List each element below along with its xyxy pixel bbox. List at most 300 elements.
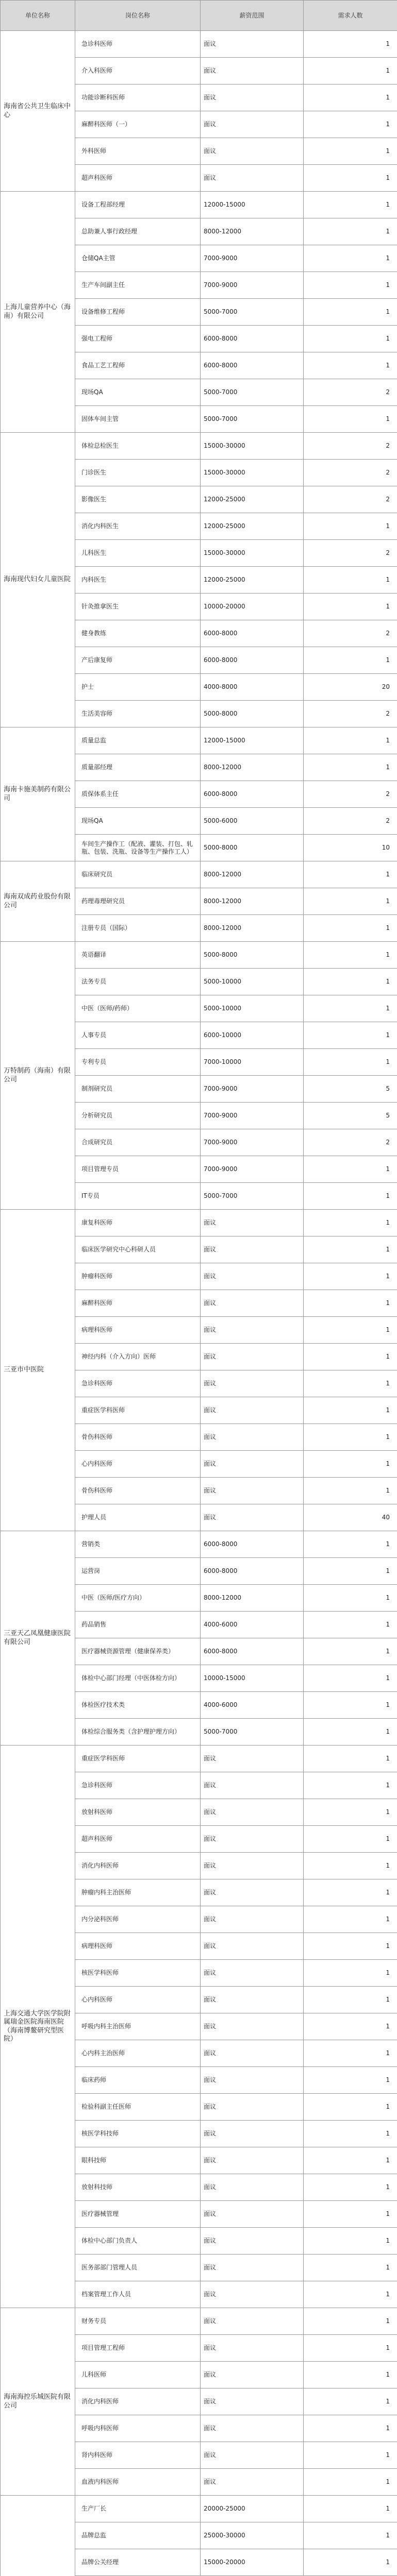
position-cell: 体检综合服务类（含护理护理方向） [75,1719,201,1745]
position-cell: 生活美容师 [75,701,201,727]
position-cell: 重症医学科医师 [75,1745,201,1772]
position-cell: 品牌公关经理 [75,2549,201,2576]
salary-cell: 10000-20000 [201,594,304,620]
position-cell: 儿科医生 [75,540,201,567]
position-cell: 临床医学研究中心科研人员 [75,1236,201,1263]
position-cell: 项目管理工程师 [75,2335,201,2362]
table-row [1,31,397,58]
count-cell: 1 [304,352,397,379]
salary-cell: 面议 [201,2335,304,2362]
position-cell: 体检中心部门经理（中医体检方向） [75,1665,201,1692]
count-cell: 1 [304,2549,397,2576]
position-cell: 医疗器械管理 [75,2201,201,2228]
count-cell: 1 [304,969,397,995]
position-cell: 临床药师 [75,2067,201,2094]
count-cell: 1 [304,2147,397,2174]
position-cell: 心内科医师 [75,1451,201,1478]
count-cell: 1 [304,326,397,352]
position-cell: 分析研究员 [75,1103,201,1129]
count-cell: 1 [304,1397,397,1424]
position-cell: 肿瘤内科主治医师 [75,1879,201,1906]
salary-cell: 面议 [201,2040,304,2067]
salary-cell: 6000-8000 [201,1558,304,1585]
salary-cell: 15000-30000 [201,433,304,460]
count-cell: 1 [304,1906,397,1933]
salary-cell: 6000-8000 [201,647,304,674]
position-cell: 制剂研究员 [75,1076,201,1103]
salary-cell: 面议 [201,1236,304,1263]
salary-cell: 10000-15000 [201,1665,304,1692]
position-cell: 肾内科医师 [75,2442,201,2469]
salary-cell: 面议 [201,1853,304,1879]
salary-cell: 面议 [201,2255,304,2281]
position-cell: 呼吸内科主治医师 [75,2013,201,2040]
unit-name-cell: 上海交通大学医学院附属瑞金医院海南医院（海南博鳌研究型医院） [1,1745,75,2308]
count-cell: 1 [304,2442,397,2469]
salary-cell: 面议 [201,1397,304,1424]
salary-cell: 4000-6000 [201,1692,304,1719]
salary-cell: 5000-7000 [201,299,304,326]
count-cell: 1 [304,1638,397,1665]
position-cell: 设备维修工程师 [75,299,201,326]
count-cell: 1 [304,942,397,969]
salary-cell: 面议 [201,2147,304,2174]
position-cell: 中医（医师/医疗方向） [75,1585,201,1612]
header-salary: 薪资范围 [201,1,304,31]
count-cell: 1 [304,2094,397,2121]
salary-cell: 5000-10000 [201,995,304,1022]
position-cell: 车间生产操作工（配液、灌装、打包、轧瓶、包装、洗瓶、设备等生产操作工人） [75,835,201,861]
position-cell: 营销类 [75,1531,201,1558]
count-cell: 1 [304,1156,397,1183]
count-cell: 2 [304,486,397,513]
count-cell: 2 [304,701,397,727]
salary-cell: 面议 [201,2281,304,2308]
count-cell: 1 [304,2335,397,2362]
salary-cell: 面议 [201,2094,304,2121]
position-cell: 麻醉科医师（一） [75,111,201,138]
position-cell: 药理毒理研究员 [75,888,201,915]
salary-cell: 5000-10000 [201,969,304,995]
count-cell: 1 [304,1612,397,1638]
count-cell: 1 [304,2522,397,2549]
position-cell: 仓储QA主管 [75,245,201,272]
count-cell: 1 [304,1183,397,1210]
salary-cell: 面议 [201,1960,304,1987]
count-cell: 1 [304,111,397,138]
count-cell: 2 [304,781,397,808]
count-cell: 1 [304,1344,397,1370]
table-row [1,192,397,218]
position-cell: 核医学科医师 [75,1960,201,1987]
salary-cell: 7000-9000 [201,1103,304,1129]
salary-cell: 12000-25000 [201,513,304,540]
position-cell: 急诊科医师 [75,31,201,58]
position-cell: 中医（医师/药师） [75,995,201,1022]
salary-cell: 15000-20000 [201,2549,304,2576]
salary-cell: 面议 [201,138,304,165]
position-cell: 档案管理工作人员 [75,2281,201,2308]
count-cell: 2 [304,808,397,835]
count-cell: 1 [304,1210,397,1236]
count-cell: 20 [304,674,397,701]
position-cell: 护士 [75,674,201,701]
count-cell: 1 [304,2362,397,2388]
position-cell: 财务专员 [75,2308,201,2335]
count-cell: 1 [304,2201,397,2228]
salary-cell: 8000-12000 [201,888,304,915]
count-cell: 2 [304,1129,397,1156]
salary-cell: 面议 [201,31,304,58]
count-cell: 1 [304,299,397,326]
salary-cell: 15000-30000 [201,460,304,486]
count-cell: 1 [304,1022,397,1049]
position-cell: 外科医师 [75,138,201,165]
count-cell: 1 [304,2040,397,2067]
position-cell: 神经内科（介入方向）医师 [75,1344,201,1370]
count-cell: 1 [304,1772,397,1799]
salary-cell: 6000-8000 [201,352,304,379]
salary-cell: 面议 [201,2067,304,2094]
salary-cell: 面议 [201,2228,304,2255]
salary-cell: 面议 [201,1906,304,1933]
salary-cell: 面议 [201,1745,304,1772]
salary-cell: 15000-30000 [201,540,304,567]
count-cell: 2 [304,620,397,647]
count-cell: 1 [304,1745,397,1772]
salary-cell: 面议 [201,2013,304,2040]
count-cell: 1 [304,2496,397,2522]
position-cell: 消化内科医师 [75,1853,201,1879]
position-cell: 专利专员 [75,1049,201,1076]
count-cell: 1 [304,2013,397,2040]
salary-cell: 面议 [201,2469,304,2496]
count-cell: 1 [304,1799,397,1826]
salary-cell: 6000-10000 [201,1022,304,1049]
salary-cell: 5000-7000 [201,1183,304,1210]
position-cell: 固体车间主管 [75,406,201,433]
salary-cell: 8000-12000 [201,861,304,888]
unit-name-cell: 海南海控乐城医院有限公司 [1,2308,75,2496]
table-body [1,31,397,2576]
position-cell: 病理科医师 [75,1933,201,1960]
count-cell: 1 [304,2308,397,2335]
salary-cell: 面议 [201,58,304,84]
unit-name-cell: 三亚天乙凤凰健康医院有限公司 [1,1531,75,1745]
position-cell: 食品工艺工程师 [75,352,201,379]
salary-cell: 面议 [201,2442,304,2469]
position-cell: 健身教练 [75,620,201,647]
position-cell: 现场QA [75,808,201,835]
salary-cell: 8000-12000 [201,218,304,245]
salary-cell: 6000-8000 [201,620,304,647]
table-row [1,2496,397,2522]
position-cell: 放射科技师 [75,2174,201,2201]
salary-cell: 8000-12000 [201,754,304,781]
count-cell: 1 [304,1692,397,1719]
table-row [1,942,397,969]
salary-cell: 面议 [201,1344,304,1370]
position-cell: 介入科医师 [75,58,201,84]
count-cell: 1 [304,2388,397,2415]
position-cell: 体检总检医生 [75,433,201,460]
position-cell: 医疗器械资源管理（健康保养类） [75,1638,201,1665]
salary-cell: 面议 [201,165,304,192]
salary-cell: 面议 [201,1424,304,1451]
position-cell: 质保体系主任 [75,781,201,808]
position-cell: 消化内科医师 [75,2388,201,2415]
salary-cell: 面议 [201,1826,304,1853]
count-cell: 40 [304,1504,397,1531]
count-cell: 1 [304,1451,397,1478]
count-cell: 1 [304,1317,397,1344]
salary-cell: 5000-8000 [201,701,304,727]
position-cell: 门诊医生 [75,460,201,486]
count-cell: 1 [304,1558,397,1585]
count-cell: 1 [304,1049,397,1076]
salary-cell: 面议 [201,1263,304,1290]
position-cell: 生产厂长 [75,2496,201,2522]
position-cell: 急诊科医师 [75,1370,201,1397]
position-cell: 总助兼人事行政经理 [75,218,201,245]
count-cell: 1 [304,406,397,433]
position-cell: 强电工程师 [75,326,201,352]
salary-cell: 5000-6000 [201,808,304,835]
salary-cell: 4000-8000 [201,674,304,701]
count-cell: 1 [304,1879,397,1906]
position-cell: 注册专员（国际） [75,915,201,942]
unit-name-cell: 海南现代妇女儿童医院 [1,433,75,727]
salary-cell: 7000-9000 [201,245,304,272]
count-cell: 1 [304,513,397,540]
salary-cell: 面议 [201,2308,304,2335]
count-cell: 1 [304,1263,397,1290]
position-cell: 肿瘤科医师 [75,1263,201,1290]
position-cell: 功能诊断科医师 [75,84,201,111]
salary-cell: 8000-12000 [201,1585,304,1612]
position-cell: 影像医生 [75,486,201,513]
count-cell: 1 [304,2255,397,2281]
salary-cell: 5000-8000 [201,835,304,861]
salary-cell: 面议 [201,1210,304,1236]
position-cell: 骨伤科医师 [75,1424,201,1451]
count-cell: 2 [304,460,397,486]
count-cell: 5 [304,1076,397,1103]
salary-cell: 面议 [201,2201,304,2228]
salary-cell: 面议 [201,2362,304,2388]
salary-cell: 8000-12000 [201,915,304,942]
table-row [1,433,397,460]
count-cell: 1 [304,861,397,888]
count-cell: 1 [304,1933,397,1960]
count-cell: 2 [304,379,397,406]
count-cell: 1 [304,84,397,111]
count-cell: 1 [304,727,397,754]
salary-cell: 面议 [201,1504,304,1531]
position-cell: 重症医学科医师 [75,1397,201,1424]
count-cell: 1 [304,1719,397,1745]
position-cell: 儿科医师 [75,2362,201,2388]
salary-cell: 20000-25000 [201,2496,304,2522]
position-cell: 超声科医师 [75,1826,201,1853]
salary-cell: 12000-25000 [201,567,304,594]
table-row [1,861,397,888]
salary-cell: 7000-9000 [201,1156,304,1183]
position-cell: 运营岗 [75,1558,201,1585]
count-cell: 1 [304,1987,397,2013]
position-cell: 护理人员 [75,1504,201,1531]
count-cell: 1 [304,594,397,620]
position-cell: 心内科主治医师 [75,2040,201,2067]
table-row [1,1531,397,1558]
position-cell: 血液内科医师 [75,2469,201,2496]
count-cell: 1 [304,915,397,942]
count-cell: 1 [304,754,397,781]
count-cell: 1 [304,1424,397,1451]
count-cell: 1 [304,2121,397,2147]
salary-cell: 面议 [201,1290,304,1317]
count-cell: 1 [304,2281,397,2308]
salary-cell: 12000-25000 [201,486,304,513]
count-cell: 1 [304,2228,397,2255]
table-row [1,1745,397,1772]
position-cell: 临床研究员 [75,861,201,888]
position-cell: 消化内科医生 [75,513,201,540]
position-cell: 质量总监 [75,727,201,754]
count-cell: 1 [304,245,397,272]
count-cell: 1 [304,165,397,192]
position-cell: 药品销售 [75,1612,201,1638]
unit-name-cell: 海南卡施美制药有限公司 [1,727,75,861]
count-cell: 1 [304,1370,397,1397]
count-cell: 1 [304,1960,397,1987]
count-cell: 5 [304,1103,397,1129]
position-cell: 急诊科医师 [75,1772,201,1799]
salary-cell: 面议 [201,1772,304,1799]
salary-cell: 面议 [201,111,304,138]
position-cell: 放射科医师 [75,1799,201,1826]
salary-cell: 面议 [201,1478,304,1504]
count-cell: 1 [304,567,397,594]
salary-cell: 7000-9000 [201,1129,304,1156]
salary-cell: 5000-7000 [201,379,304,406]
count-cell: 2 [304,433,397,460]
position-cell: 内分泌科医师 [75,1906,201,1933]
salary-cell: 7000-9000 [201,272,304,299]
unit-name-cell: 海南省公共卫生临床中心 [1,31,75,192]
position-cell: 医务部部门管理人员 [75,2255,201,2281]
count-cell: 1 [304,995,397,1022]
position-cell: 生产车间副主任 [75,272,201,299]
salary-cell: 5000-7000 [201,1719,304,1745]
position-cell: 内科医生 [75,567,201,594]
position-cell: 人事专员 [75,1022,201,1049]
position-cell: 康复科医师 [75,1210,201,1236]
count-cell: 1 [304,2174,397,2201]
salary-cell: 25000-30000 [201,2522,304,2549]
table-header-row [1,1,397,31]
count-cell: 1 [304,192,397,218]
count-cell: 1 [304,2469,397,2496]
count-cell: 1 [304,138,397,165]
count-cell: 1 [304,1478,397,1504]
table-row [1,2308,397,2335]
position-cell: 质量部经理 [75,754,201,781]
salary-cell: 面议 [201,1987,304,2013]
position-cell: 项目管理专员 [75,1156,201,1183]
salary-cell: 面议 [201,1933,304,1960]
header-count: 需求人数 [304,1,397,31]
count-cell: 1 [304,647,397,674]
count-cell: 1 [304,1290,397,1317]
salary-cell: 面议 [201,2388,304,2415]
position-cell: 骨伤科医师 [75,1478,201,1504]
unit-name-cell: 三亚市中医院 [1,1210,75,1531]
salary-cell: 6000-8000 [201,1531,304,1558]
count-cell: 10 [304,835,397,861]
position-cell: 合成研究员 [75,1129,201,1156]
salary-cell: 面议 [201,2121,304,2147]
count-cell: 1 [304,218,397,245]
position-cell: 病理科医师 [75,1317,201,1344]
count-cell: 1 [304,1665,397,1692]
position-cell: 心内科医师 [75,1987,201,2013]
position-cell: 品牌总监 [75,2522,201,2549]
salary-cell: 5000-8000 [201,942,304,969]
header-position: 岗位名称 [75,1,201,31]
count-cell: 2 [304,540,397,567]
position-cell: 体检中心部门负责人 [75,2228,201,2255]
salary-cell: 面议 [201,2174,304,2201]
salary-cell: 面议 [201,2415,304,2442]
position-cell: 呼吸内科医师 [75,2415,201,2442]
count-cell: 1 [304,272,397,299]
position-cell: 设备工程部经理 [75,192,201,218]
position-cell: 针灸推拿医生 [75,594,201,620]
position-cell: 核医学科技师 [75,2121,201,2147]
position-cell: 现场QA [75,379,201,406]
salary-cell: 面议 [201,1370,304,1397]
salary-cell: 面议 [201,1317,304,1344]
salary-cell: 6000-8000 [201,1638,304,1665]
position-cell: 麻醉科医师 [75,1290,201,1317]
salary-cell: 12000-15000 [201,192,304,218]
table-row [1,727,397,754]
unit-name-cell: 上海儿童营养中心（海南）有限公司 [1,192,75,433]
salary-cell: 6000-8000 [201,326,304,352]
count-cell: 1 [304,1853,397,1879]
count-cell: 1 [304,2415,397,2442]
unit-name-cell: 海南双成药业股份有限公司 [1,861,75,942]
count-cell: 1 [304,1236,397,1263]
position-cell: 产后康复师 [75,647,201,674]
position-cell: 眼科技师 [75,2147,201,2174]
salary-cell: 7000-10000 [201,1049,304,1076]
position-cell: 英语翻译 [75,942,201,969]
table-row [1,1210,397,1236]
salary-cell: 5000-7000 [201,406,304,433]
count-cell: 1 [304,2067,397,2094]
unit-name-cell: 万特制药（海南）有限公司 [1,942,75,1210]
count-cell: 1 [304,1585,397,1612]
count-cell: 1 [304,58,397,84]
position-cell: 法务专员 [75,969,201,995]
salary-cell: 7000-9000 [201,1076,304,1103]
salary-cell: 6000-8000 [201,781,304,808]
header-unit: 单位名称 [1,1,75,31]
salary-cell: 12000-15000 [201,727,304,754]
count-cell: 1 [304,1531,397,1558]
